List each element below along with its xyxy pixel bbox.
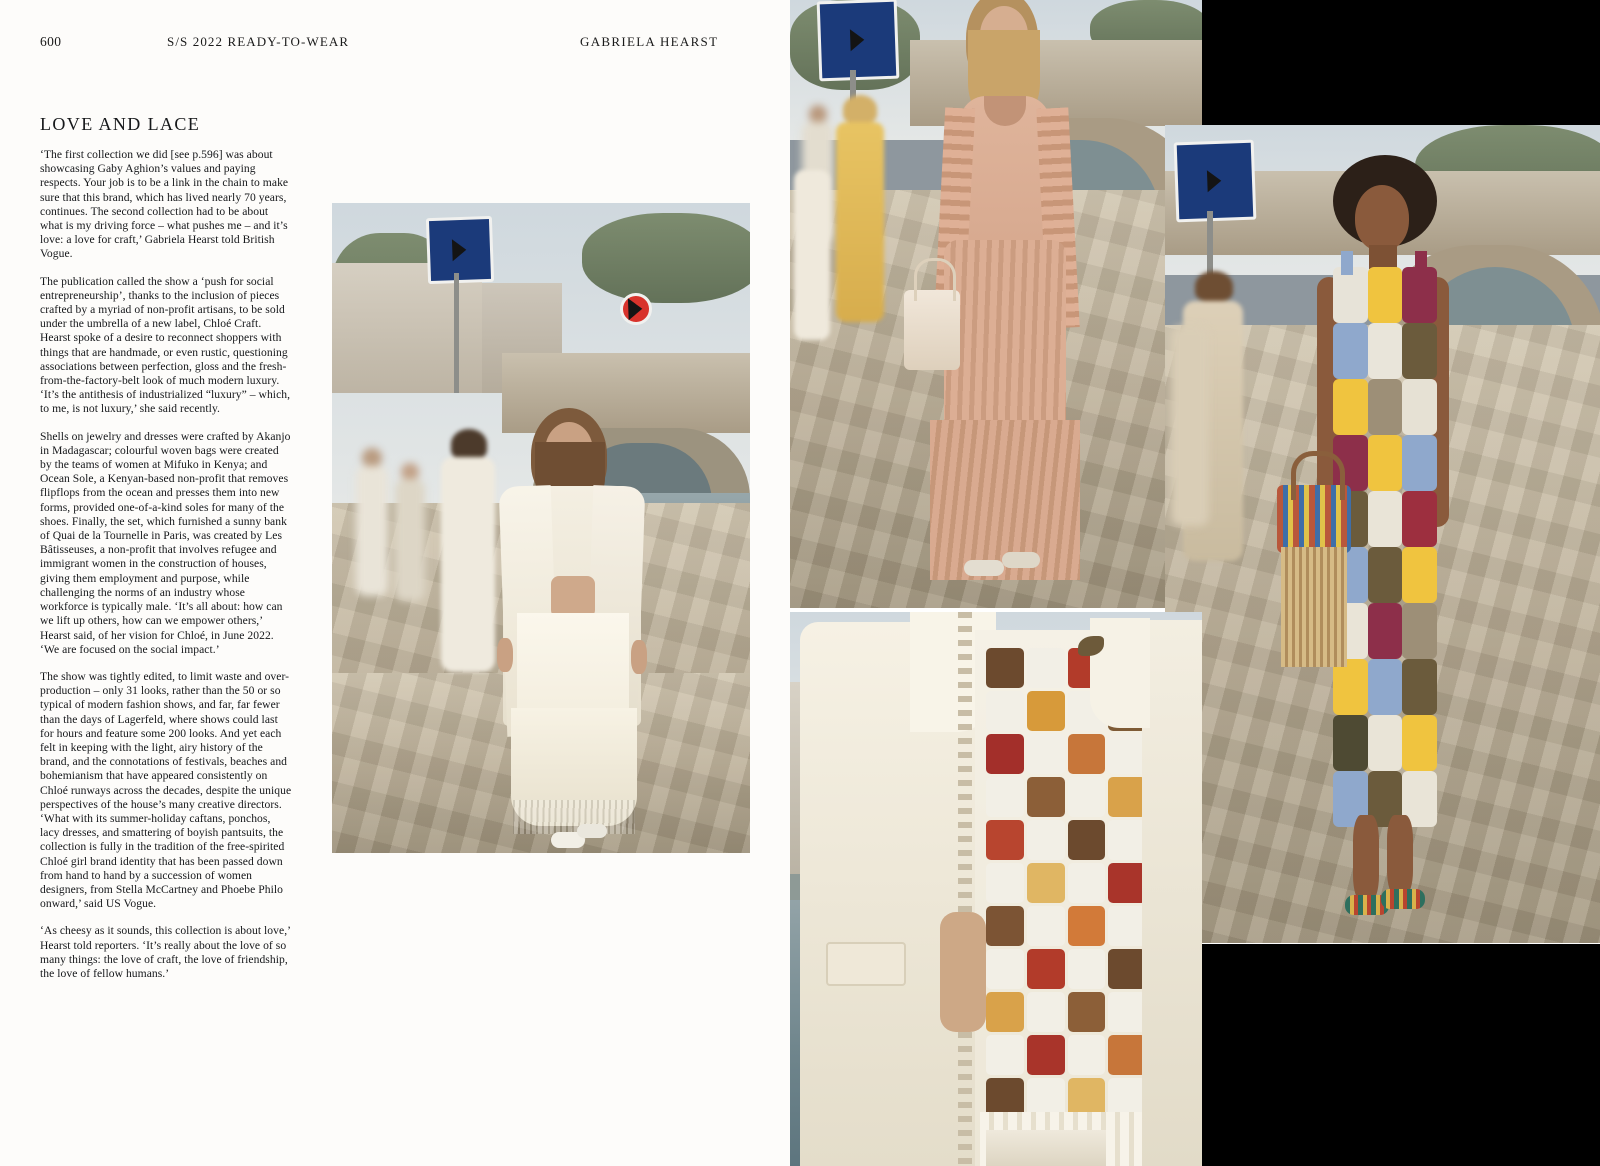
paragraph: ‘The first collection we did [see p.596] was about showcasing Gaby Aghion’s values and paying respects. Your job is to be a link in the chain to make sure that this brand, which has lived nearly 70 years, continues. The second collection had to be about what is my driving force – what pushes me – and it’s love: a love for craft,’ Gabriela Hearst told British Vogue.	[40, 148, 289, 261]
paragraph: ‘As cheesy as it sounds, this collection is about love,’ Hearst told reporters. ‘It’s really about the love of so many things: the love of craft, the love of friendship, the love of fellow humans.’	[40, 924, 291, 980]
folio: 600	[40, 34, 62, 49]
road-sign-icon	[426, 216, 494, 284]
right-page	[790, 0, 1600, 1166]
black-block	[1202, 0, 1600, 126]
photo-bottom	[790, 612, 1202, 1166]
paragraph: Shells on jewelry and dresses were crafted by Akanjo in Madagascar; colourful woven bags were created by the teams of women at Mifuko in Kenya; and Ocean Sole, a Kenyan-based non-profit that removes flipflops from the ocean and presses them into new forms, provided one-of-a-kind soles for many of the shoes. Finally, the set, which furnished a sunny bank of Quai de la Tournelle in Paris, was created by Les Bâtisseuses, a non-profit that involves refugee and immigrant women in the construction of houses, giving them employment and purpose, while challenging the norms of an industry whose workforce is typically male. ‘It’s all about: how can we lift up others, how can we empower others,’ Hearst said, of her vision for Chloé, in June 2022. ‘We are focused on the social impact.’	[40, 429, 291, 656]
designer-label: GABRIELA HEARST	[580, 34, 719, 49]
running-head	[40, 34, 750, 54]
paragraph: The show was tightly edited, to limit waste and over-production – only 31 looks, rather than the 50 or so typical of modern fashion shows, and far, far fewer than the days of Lagerfeld, where shows could last for hours and feature some 200 looks. And yet each felt in keeping with the light, airy history of the brand, and the connotations of festivals, beaches and bohemianism that have appeared consistently on Chloé runways across the decades, despite the unique perspectives of the house’s many creative directors. ‘What with its summer-holiday caftans, ponchos, lacy dresses, and smattering of boyish pantsuits, the collection is fully in the tradition of the free-spirited Chloé girl brand identity that has been passed down from hand to hand by a succession of women designers, from Stella McCartney and Phoebe Philo onward,’ said US Vogue.	[40, 669, 292, 911]
photo-top-left	[790, 0, 1202, 608]
season-label: S/S 2022 READY-TO-WEAR	[167, 34, 350, 49]
photo-right-tall	[1165, 125, 1600, 943]
road-sign-icon	[1174, 140, 1257, 223]
page-title: LOVE AND LACE	[40, 114, 201, 134]
body-column	[40, 148, 292, 994]
photo-left-main	[332, 203, 750, 853]
road-sign-icon	[817, 0, 900, 81]
paragraph: The publication called the show a ‘push for social entrepreneurship’, thanks to the inclusion of pieces crafted by a myriad of non-profit artisans, to be sold under the umbrella of a new label, Chloé Craft. Hearst spoke of a desire to reconnect shoppers with things that are handmade, or even rustic, questioning associations between perfection, gloss and the fresh-from-the-factory-belt look of much modern luxury. ‘It’s the antithesis of industrialized “luxury” – which, to me, is not luxury,’ she said recently.	[40, 274, 291, 416]
left-page	[0, 0, 790, 1166]
black-block	[1202, 944, 1600, 1166]
